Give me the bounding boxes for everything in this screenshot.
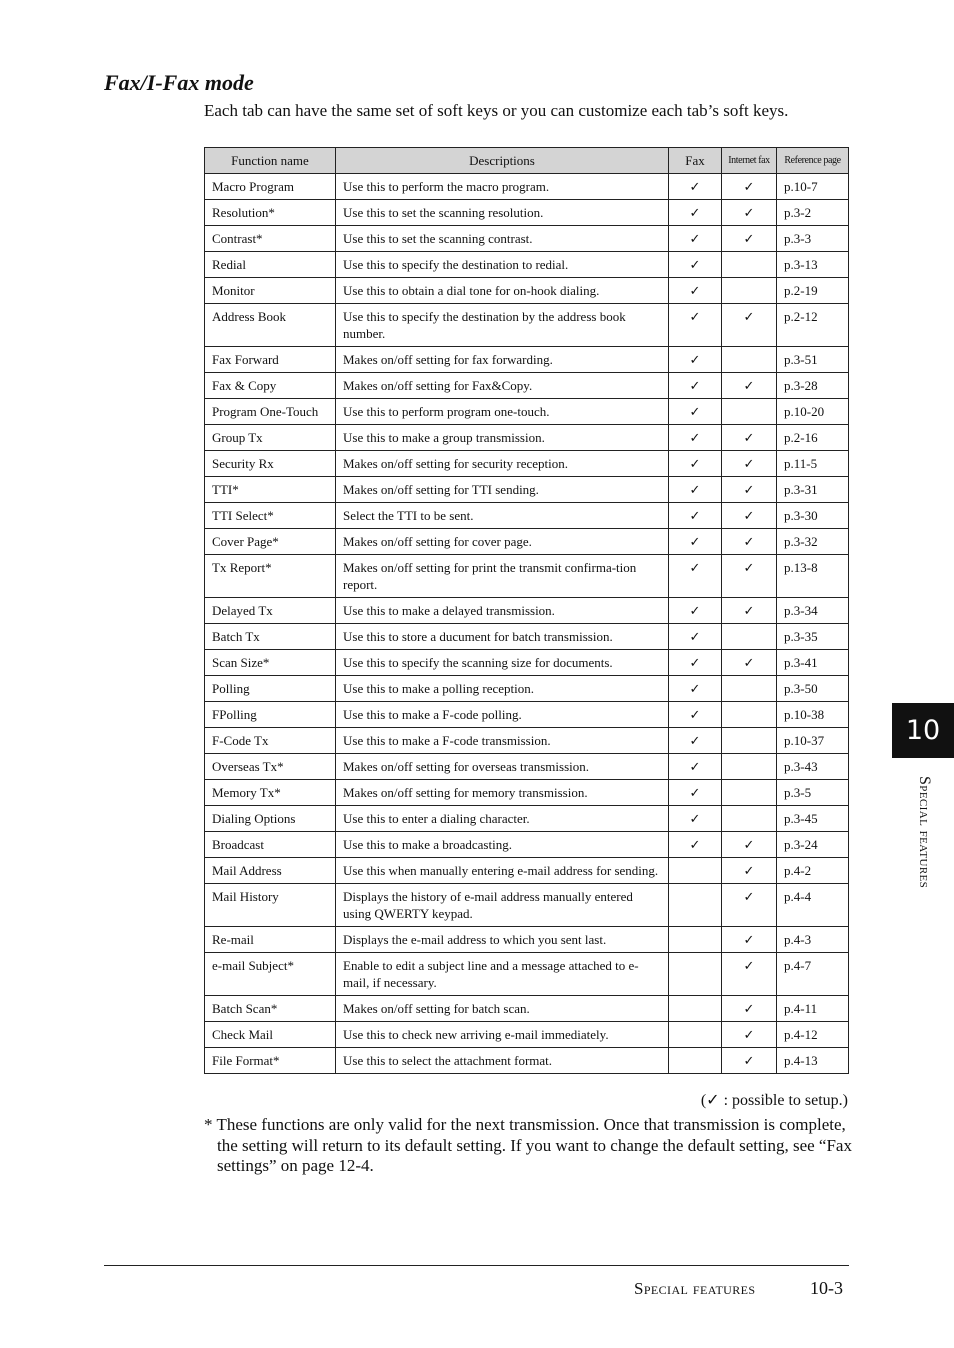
table-row <box>205 174 849 200</box>
internet-fax-check-cell <box>722 624 777 650</box>
internet-fax-check-cell <box>722 780 777 806</box>
description-cell: Use this to make a polling reception. <box>336 676 669 702</box>
reference-page-cell: p.3-3 <box>777 226 849 252</box>
function-name-cell: TTI* <box>205 477 336 503</box>
description-cell: Displays the history of e-mail address manually entered using QWERTY keypad. <box>336 884 669 927</box>
function-name-cell: Dialing Options <box>205 806 336 832</box>
internet-fax-check-cell: ✓ <box>722 858 777 884</box>
table-row <box>205 347 849 373</box>
fax-check-cell: ✓ <box>669 503 722 529</box>
reference-page-cell: p.2-19 <box>777 278 849 304</box>
footnote: * These functions are only valid for the next transmission. Once that transmission is complete, the setting will return to its default setting. If you want to change the default setting, see “Fax settings” on page 12-4. <box>204 1115 852 1175</box>
description-cell: Enable to edit a subject line and a message attached to e-mail, if necessary. <box>336 953 669 996</box>
description-cell: Use this to perform program one-touch. <box>336 399 669 425</box>
function-name-cell: File Format* <box>205 1048 336 1074</box>
description-cell: Use this to make a F-code polling. <box>336 702 669 728</box>
reference-page-cell: p.3-5 <box>777 780 849 806</box>
fax-check-cell: ✓ <box>669 780 722 806</box>
fax-check-cell: ✓ <box>669 728 722 754</box>
description-cell: Use this to make a group transmission. <box>336 425 669 451</box>
internet-fax-check-cell: ✓ <box>722 174 777 200</box>
internet-fax-check-cell: ✓ <box>722 477 777 503</box>
table-row <box>205 676 849 702</box>
table-row <box>205 1022 849 1048</box>
table-row <box>205 529 849 555</box>
fax-check-cell: ✓ <box>669 252 722 278</box>
header-reference-page: Reference page <box>777 148 849 174</box>
header-fax: Fax <box>669 148 722 174</box>
fax-check-cell: ✓ <box>669 373 722 399</box>
fax-check-cell: ✓ <box>669 174 722 200</box>
table-row <box>205 200 849 226</box>
reference-page-cell: p.10-7 <box>777 174 849 200</box>
function-name-cell: Polling <box>205 676 336 702</box>
section-title: Fax/I-Fax mode <box>104 70 254 95</box>
internet-fax-check-cell <box>722 702 777 728</box>
fax-check-cell: ✓ <box>669 200 722 226</box>
reference-page-cell: p.3-24 <box>777 832 849 858</box>
table-row <box>205 806 849 832</box>
table-row <box>205 702 849 728</box>
fax-check-cell: ✓ <box>669 399 722 425</box>
reference-page-cell: p.3-31 <box>777 477 849 503</box>
description-cell: Use this to make a F-code transmission. <box>336 728 669 754</box>
description-cell: Use this to set the scanning resolution. <box>336 200 669 226</box>
reference-page-cell: p.3-30 <box>777 503 849 529</box>
reference-page-cell: p.10-20 <box>777 399 849 425</box>
fax-check-cell: ✓ <box>669 624 722 650</box>
fax-check-cell: ✓ <box>669 278 722 304</box>
chapter-side-label: Special features <box>916 776 933 889</box>
internet-fax-check-cell: ✓ <box>722 503 777 529</box>
header-function-name: Function name <box>205 148 336 174</box>
internet-fax-check-cell <box>722 676 777 702</box>
table-row <box>205 278 849 304</box>
internet-fax-check-cell: ✓ <box>722 304 777 347</box>
fax-check-cell: ✓ <box>669 477 722 503</box>
reference-page-cell: p.3-34 <box>777 598 849 624</box>
function-name-cell: Mail History <box>205 884 336 927</box>
footer-title: Special features <box>634 1279 756 1298</box>
table-row <box>205 996 849 1022</box>
description-cell: Makes on/off setting for batch scan. <box>336 996 669 1022</box>
function-name-cell: Address Book <box>205 304 336 347</box>
table-row <box>205 451 849 477</box>
function-name-cell: Cover Page* <box>205 529 336 555</box>
function-name-cell: Tx Report* <box>205 555 336 598</box>
fax-check-cell: ✓ <box>669 451 722 477</box>
function-name-cell: Overseas Tx* <box>205 754 336 780</box>
reference-page-cell: p.13-8 <box>777 555 849 598</box>
reference-page-cell: p.2-12 <box>777 304 849 347</box>
reference-page-cell: p.3-43 <box>777 754 849 780</box>
table-row <box>205 650 849 676</box>
fax-check-cell: ✓ <box>669 806 722 832</box>
description-cell: Use this to make a broadcasting. <box>336 832 669 858</box>
function-name-cell: Group Tx <box>205 425 336 451</box>
table-row <box>205 399 849 425</box>
description-cell: Makes on/off setting for TTI sending. <box>336 477 669 503</box>
description-cell: Select the TTI to be sent. <box>336 503 669 529</box>
fax-check-cell: ✓ <box>669 226 722 252</box>
function-name-cell: Program One-Touch <box>205 399 336 425</box>
function-name-cell: Delayed Tx <box>205 598 336 624</box>
description-cell: Makes on/off setting for print the transmit confirma-tion report. <box>336 555 669 598</box>
fax-check-cell: ✓ <box>669 702 722 728</box>
function-name-cell: Fax Forward <box>205 347 336 373</box>
description-cell: Use this when manually entering e-mail address for sending. <box>336 858 669 884</box>
internet-fax-check-cell <box>722 347 777 373</box>
function-name-cell: Resolution* <box>205 200 336 226</box>
internet-fax-check-cell: ✓ <box>722 650 777 676</box>
description-cell: Use this to specify the destination by the address book number. <box>336 304 669 347</box>
reference-page-cell: p.3-51 <box>777 347 849 373</box>
description-cell: Use this to obtain a dial tone for on-hook dialing. <box>336 278 669 304</box>
table-row <box>205 624 849 650</box>
table-row <box>205 858 849 884</box>
fax-check-cell <box>669 1022 722 1048</box>
function-name-cell: Security Rx <box>205 451 336 477</box>
check-legend: (✓ : possible to setup.) <box>700 1092 848 1109</box>
table-row <box>205 728 849 754</box>
internet-fax-check-cell: ✓ <box>722 996 777 1022</box>
page-number: 10-3 <box>810 1278 843 1298</box>
table-row <box>205 503 849 529</box>
internet-fax-check-cell <box>722 754 777 780</box>
table-row <box>205 477 849 503</box>
header-internet-fax: Internet fax <box>722 148 777 174</box>
fax-check-cell: ✓ <box>669 304 722 347</box>
table-row <box>205 598 849 624</box>
fax-check-cell: ✓ <box>669 832 722 858</box>
internet-fax-check-cell: ✓ <box>722 598 777 624</box>
internet-fax-check-cell: ✓ <box>722 1022 777 1048</box>
function-name-cell: Memory Tx* <box>205 780 336 806</box>
intro-paragraph: Each tab can have the same set of soft keys or you can customize each tab’s soft keys. <box>204 101 789 120</box>
internet-fax-check-cell: ✓ <box>722 425 777 451</box>
fax-check-cell <box>669 1048 722 1074</box>
reference-page-cell: p.4-11 <box>777 996 849 1022</box>
table-row <box>205 252 849 278</box>
reference-page-cell: p.4-13 <box>777 1048 849 1074</box>
internet-fax-check-cell: ✓ <box>722 373 777 399</box>
table-row <box>205 373 849 399</box>
internet-fax-check-cell: ✓ <box>722 1048 777 1074</box>
reference-page-cell: p.4-4 <box>777 884 849 927</box>
footer-divider <box>104 1265 849 1266</box>
fax-check-cell: ✓ <box>669 425 722 451</box>
reference-page-cell: p.4-2 <box>777 858 849 884</box>
description-cell: Use this to check new arriving e-mail immediately. <box>336 1022 669 1048</box>
function-table <box>204 147 849 1074</box>
fax-check-cell <box>669 927 722 953</box>
function-name-cell: Redial <box>205 252 336 278</box>
description-cell: Use this to perform the macro program. <box>336 174 669 200</box>
internet-fax-check-cell <box>722 278 777 304</box>
internet-fax-check-cell: ✓ <box>722 555 777 598</box>
description-cell: Displays the e-mail address to which you sent last. <box>336 927 669 953</box>
internet-fax-check-cell: ✓ <box>722 927 777 953</box>
internet-fax-check-cell: ✓ <box>722 226 777 252</box>
internet-fax-check-cell <box>722 728 777 754</box>
fax-check-cell: ✓ <box>669 529 722 555</box>
internet-fax-check-cell: ✓ <box>722 200 777 226</box>
function-name-cell: Re-mail <box>205 927 336 953</box>
fax-check-cell: ✓ <box>669 650 722 676</box>
fax-check-cell <box>669 884 722 927</box>
table-row <box>205 555 849 598</box>
reference-page-cell: p.4-12 <box>777 1022 849 1048</box>
reference-page-cell: p.3-50 <box>777 676 849 702</box>
reference-page-cell: p.10-38 <box>777 702 849 728</box>
function-name-cell: Fax & Copy <box>205 373 336 399</box>
description-cell: Use this to make a delayed transmission. <box>336 598 669 624</box>
reference-page-cell: p.2-16 <box>777 425 849 451</box>
reference-page-cell: p.4-7 <box>777 953 849 996</box>
description-cell: Use this to enter a dialing character. <box>336 806 669 832</box>
table-row <box>205 884 849 927</box>
header-descriptions: Descriptions <box>336 148 669 174</box>
function-name-cell: F-Code Tx <box>205 728 336 754</box>
function-name-cell: Contrast* <box>205 226 336 252</box>
function-name-cell: Macro Program <box>205 174 336 200</box>
fax-check-cell: ✓ <box>669 754 722 780</box>
function-name-cell: FPolling <box>205 702 336 728</box>
description-cell: Makes on/off setting for memory transmission. <box>336 780 669 806</box>
reference-page-cell: p.10-37 <box>777 728 849 754</box>
table-row <box>205 425 849 451</box>
internet-fax-check-cell <box>722 399 777 425</box>
fax-check-cell: ✓ <box>669 347 722 373</box>
description-cell: Makes on/off setting for security reception. <box>336 451 669 477</box>
function-name-cell: Broadcast <box>205 832 336 858</box>
description-cell: Makes on/off setting for overseas transmission. <box>336 754 669 780</box>
function-name-cell: Batch Tx <box>205 624 336 650</box>
table-row <box>205 226 849 252</box>
reference-page-cell: p.3-35 <box>777 624 849 650</box>
table-header-row <box>205 148 849 174</box>
description-cell: Makes on/off setting for cover page. <box>336 529 669 555</box>
fax-check-cell <box>669 996 722 1022</box>
fax-check-cell: ✓ <box>669 555 722 598</box>
description-cell: Use this to store a ducument for batch transmission. <box>336 624 669 650</box>
function-name-cell: Check Mail <box>205 1022 336 1048</box>
internet-fax-check-cell: ✓ <box>722 832 777 858</box>
function-name-cell: TTI Select* <box>205 503 336 529</box>
table-row <box>205 832 849 858</box>
description-cell: Use this to specify the scanning size for documents. <box>336 650 669 676</box>
internet-fax-check-cell <box>722 252 777 278</box>
description-cell: Makes on/off setting for fax forwarding. <box>336 347 669 373</box>
table-row <box>205 304 849 347</box>
reference-page-cell: p.3-2 <box>777 200 849 226</box>
function-name-cell: Mail Address <box>205 858 336 884</box>
internet-fax-check-cell: ✓ <box>722 953 777 996</box>
function-name-cell: Batch Scan* <box>205 996 336 1022</box>
description-cell: Makes on/off setting for Fax&Copy. <box>336 373 669 399</box>
function-name-cell: Monitor <box>205 278 336 304</box>
description-cell: Use this to set the scanning contrast. <box>336 226 669 252</box>
reference-page-cell: p.3-41 <box>777 650 849 676</box>
table-row <box>205 953 849 996</box>
reference-page-cell: p.3-28 <box>777 373 849 399</box>
reference-page-cell: p.3-32 <box>777 529 849 555</box>
function-name-cell: Scan Size* <box>205 650 336 676</box>
internet-fax-check-cell: ✓ <box>722 884 777 927</box>
reference-page-cell: p.4-3 <box>777 927 849 953</box>
table-body <box>205 174 849 1074</box>
fax-check-cell: ✓ <box>669 598 722 624</box>
chapter-tab: 10 <box>892 703 954 758</box>
table-row <box>205 754 849 780</box>
reference-page-cell: p.3-13 <box>777 252 849 278</box>
fax-check-cell <box>669 858 722 884</box>
table-row <box>205 1048 849 1074</box>
reference-page-cell: p.3-45 <box>777 806 849 832</box>
fax-check-cell <box>669 953 722 996</box>
table-row <box>205 927 849 953</box>
table-row <box>205 780 849 806</box>
description-cell: Use this to specify the destination to redial. <box>336 252 669 278</box>
reference-page-cell: p.11-5 <box>777 451 849 477</box>
fax-check-cell: ✓ <box>669 676 722 702</box>
internet-fax-check-cell <box>722 806 777 832</box>
internet-fax-check-cell: ✓ <box>722 529 777 555</box>
function-name-cell: e-mail Subject* <box>205 953 336 996</box>
description-cell: Use this to select the attachment format. <box>336 1048 669 1074</box>
internet-fax-check-cell: ✓ <box>722 451 777 477</box>
